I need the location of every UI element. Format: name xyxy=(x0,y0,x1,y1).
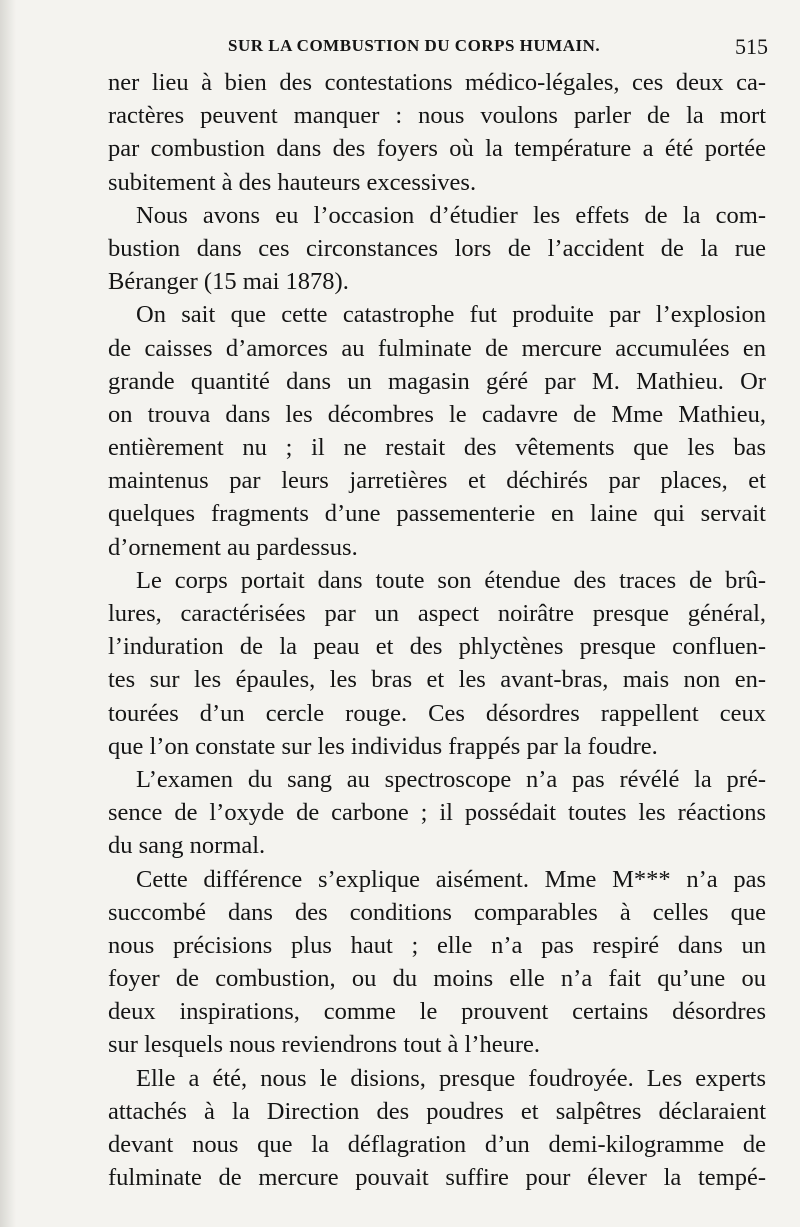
text-line: maintenus par leurs jarretières et déchirés par places, et xyxy=(108,467,766,495)
text-line: par combustion dans des foyers où la température a été portée xyxy=(108,135,766,163)
text-line: sence de l’oxyde de carbone ; il possédait toutes les réactions xyxy=(108,799,766,827)
text-line: tes sur les épaules, les bras et les avant-bras, mais non en- xyxy=(108,666,766,694)
text-line: subitement à des hauteurs excessives. xyxy=(108,168,477,196)
paragraph xyxy=(108,199,766,299)
text-line: du sang normal. xyxy=(108,832,266,860)
text-line: grande quantité dans un magasin géré par M. Mathieu. Or xyxy=(108,367,766,395)
text-line: entièrement nu ; il ne restait des vêtements que les bas xyxy=(108,434,766,462)
text-line: on trouva dans les décombres le cadavre de Mme Mathieu, xyxy=(108,400,766,428)
text-line: Cette différence s’explique aisément. Mme M*** n’a pas xyxy=(136,865,766,893)
text-line: ractères peuvent manquer : nous voulons parler de la mort xyxy=(108,102,766,130)
text-line: nous précisions plus haut ; elle n’a pas respiré dans un xyxy=(108,931,766,959)
text-line: tourées d’un cercle rouge. Ces désordres rappellent ceux xyxy=(108,699,766,727)
page-edge-shadow xyxy=(0,0,16,1227)
text-line: deux inspirations, comme le prouvent certains désordres xyxy=(108,998,766,1026)
running-header xyxy=(108,36,768,64)
text-line: succombé dans des conditions comparables à celles que xyxy=(108,898,766,926)
text-line: de caisses d’amorces au fulminate de mercure accumulées en xyxy=(108,334,766,362)
text-line: bustion dans ces circonstances lors de l’accident de la rue xyxy=(108,234,766,262)
text-line: Nous avons eu l’occasion d’étudier les effets de la com- xyxy=(136,201,766,229)
text-line: foyer de combustion, ou du moins elle n’a fait qu’une ou xyxy=(108,965,766,993)
page-number: 515 xyxy=(735,34,768,59)
paragraph xyxy=(108,1062,766,1195)
paragraph xyxy=(108,863,766,1062)
text-line: l’induration de la peau et des phlyctènes presque confluen- xyxy=(108,633,766,661)
paragraph xyxy=(108,66,766,199)
text-line: attachés à la Direction des poudres et salpêtres déclaraient xyxy=(108,1097,766,1125)
text-line: Elle a été, nous le disions, presque foudroyée. Les experts xyxy=(136,1064,766,1092)
text-line: ner lieu à bien des contestations médico-légales, ces deux ca- xyxy=(108,69,766,96)
text-line: L’examen du sang au spectroscope n’a pas révélé la pré- xyxy=(136,765,766,793)
text-line: que l’on constate sur les individus frappés par la foudre. xyxy=(108,732,658,760)
paragraph xyxy=(108,564,766,763)
text-line: Béranger (15 mai 1878). xyxy=(108,268,349,296)
text-line: fulminate de mercure pouvait suffire pour élever la tempé- xyxy=(108,1164,766,1192)
text-line: quelques fragments d’une passementerie en laine qui servait xyxy=(108,500,766,528)
text-line: On sait que cette catastrophe fut produite par l’explosion xyxy=(136,301,766,329)
paragraph xyxy=(108,763,766,863)
running-title: SUR LA COMBUSTION DU CORPS HUMAIN. xyxy=(228,36,601,55)
paragraph xyxy=(108,298,766,564)
text-line: devant nous que la déflagration d’un demi-kilogramme de xyxy=(108,1131,766,1158)
text-line: Le corps portait dans toute son étendue des traces de brû- xyxy=(136,566,766,594)
text-line: lures, caractérisées par un aspect noirâtre presque général, xyxy=(108,600,766,627)
body-text xyxy=(108,66,766,1194)
text-line: sur lesquels nous reviendrons tout à l’heure. xyxy=(108,1031,541,1059)
text-line: d’ornement au pardessus. xyxy=(108,533,358,561)
